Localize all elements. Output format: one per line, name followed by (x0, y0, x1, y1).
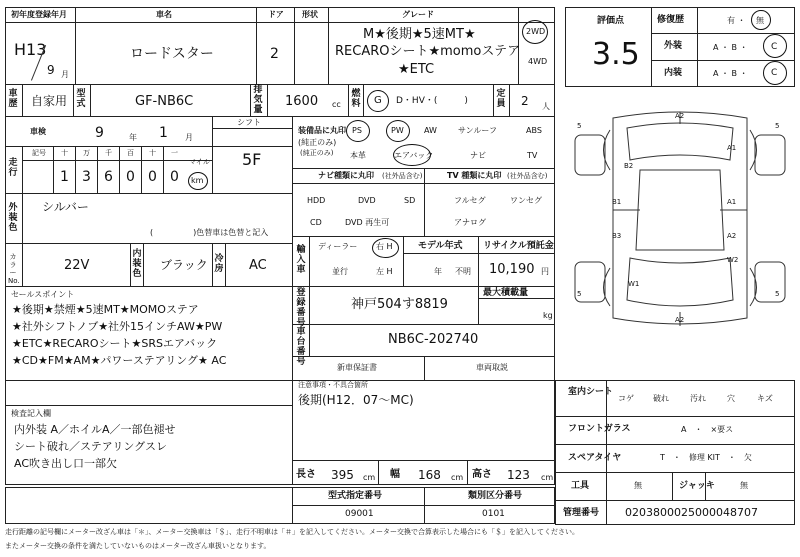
tire-tread-fl: 5 (577, 122, 582, 130)
mileage-cell-divider (75, 146, 76, 193)
rating-label: 評価点 (597, 16, 625, 26)
tv-fullseg: フルセグ (454, 196, 486, 205)
tire-tread-rr: 5 (775, 290, 780, 298)
equip-ps: PS (352, 126, 362, 135)
notes-value: 後期(H12．07～MC) (298, 393, 414, 407)
drive-2wd: 2WD (526, 27, 546, 36)
model-label: 型式 (76, 89, 86, 109)
diagram-label-a1-top: A1 (727, 144, 737, 152)
navi-dvd-play: DVD 再生可 (345, 218, 390, 227)
type-designation-value: 09001 (345, 509, 374, 519)
jack-value: 無 (740, 481, 748, 490)
tire-tread-rl: 5 (577, 290, 582, 298)
mileage-digit: 6 (104, 169, 113, 185)
seat-hole: 穴 (727, 394, 735, 403)
sales-point-3: ★ETC★RECAROシート★SRSエアバック (12, 337, 218, 350)
mileage-cell-divider (163, 146, 164, 193)
fuel-g: G (374, 95, 382, 106)
fuel-label: 燃料 (351, 89, 361, 109)
diagram-label-a2: A2 (727, 232, 737, 240)
seat-burn: コゲ (618, 394, 634, 403)
month-unit: 月 (61, 70, 69, 79)
fuel-others: D・HV・( ) (396, 96, 468, 106)
color-label: 外装色 (8, 203, 18, 233)
tv-sub: (社外品含む) (507, 172, 548, 180)
doors: 2 (270, 46, 279, 62)
mileage-digit: 0 (170, 169, 179, 185)
mileage-digit: 1 (60, 169, 69, 185)
windshield-value: A ・ ×要ス (681, 425, 734, 434)
width-unit: cm (451, 473, 464, 482)
sales-points-label: セールスポイント (11, 290, 75, 299)
navi-dvd: DVD (358, 196, 376, 205)
mileage-unit-label: 十 (149, 149, 156, 157)
repair-none: 無 (756, 16, 764, 25)
rating-score: 3.5 (592, 37, 640, 72)
vehicle-manual: 車両取説 (476, 363, 508, 372)
mile-label: マイル (189, 158, 210, 166)
width-value: 168 (418, 468, 441, 482)
exterior-value: A ・ B ・ (713, 43, 748, 52)
sales-point-2: ★社外シフトノブ★社外15インチAW★PW (12, 320, 223, 333)
diagram-label-b2: B2 (624, 162, 634, 170)
seat-tear: 破れ (653, 394, 669, 403)
class-number-label: 類別区分番号 (468, 491, 523, 501)
seat-stain: 汚れ (690, 394, 706, 403)
color-note: ( )色替車は色替と記入 (150, 228, 269, 237)
interior-value: A ・ B ・ (713, 69, 748, 78)
mileage-digit: 0 (148, 169, 157, 185)
windshield-label: フロントガラス (568, 424, 631, 434)
tire-tread-fr: 5 (775, 122, 780, 130)
exterior-c: C (771, 42, 778, 52)
notes-label: 注意事項・不具合箇所 (298, 381, 368, 389)
equipment-sub: (純正のみ) (298, 138, 337, 147)
equip-pw: PW (391, 126, 404, 135)
km-label: km (191, 176, 204, 185)
shaken-month: 1 (159, 125, 168, 141)
first-reg-label: 初年度登録年月 (11, 10, 67, 19)
cc-unit: cc (332, 100, 341, 109)
shape-label: 形状 (302, 10, 318, 19)
grade-line2: RECAROシート★momoステア (335, 44, 521, 59)
shift-label: シフト (237, 118, 261, 127)
model-year-unknown: 不明 (455, 267, 471, 276)
diagram-label-w2: W2 (727, 256, 739, 264)
shaken-year: 9 (95, 125, 104, 141)
car-name-label: 車名 (156, 10, 172, 19)
equip-abs: ABS (526, 126, 542, 135)
seat-scratch: キズ (757, 394, 773, 403)
spare-tire-label: スペアタイヤ (568, 453, 622, 463)
recycle-label: リサイクル預託金 (483, 241, 554, 251)
chassis-label: 車台番号 (296, 327, 306, 367)
grade-label: グレード (402, 10, 434, 19)
class-number-value: 0101 (482, 509, 505, 519)
equipment-label: 装備品に丸印 (298, 126, 346, 135)
model-year-label: モデル年式 (418, 241, 463, 251)
navi-sd: SD (404, 196, 416, 205)
repair-label: 修復歴 (657, 15, 685, 25)
car-type: 自家用 (31, 94, 68, 108)
diagram-label-a2-top: A2 (675, 112, 685, 120)
mileage-label: 走行 (8, 158, 18, 178)
mileage-unit-label: 千 (105, 149, 112, 157)
capacity: 2 (521, 94, 529, 108)
length-label: 長さ (296, 469, 316, 480)
ac-label: 冷房 (214, 254, 224, 274)
footer-note-1: 走行距離の記号欄にメーター改ざん車は「＊」、メーター交換車は「＄」、走行不明車は「＃」を記入してください。メーター交換で合算表示した場合にも「＄」を記入してください。 (5, 528, 579, 536)
model-code: GF-NB6C (135, 94, 194, 109)
mileage-digit: 3 (82, 169, 91, 185)
diagram-label-a2-bottom: A2 (675, 316, 685, 324)
mileage-kigou: 記号 (32, 149, 46, 157)
footer-note-2: またメーター交換の条件を満たしていないものはメーター改ざん車扱いとなります。 (5, 542, 271, 550)
max-load-unit: kg (543, 311, 553, 320)
registration-label: 登録番号 (296, 288, 306, 328)
equip-leather: 本革 (350, 151, 366, 160)
exterior-label: 外装 (664, 41, 683, 51)
equip-aw: AW (424, 126, 437, 135)
mileage-cell-divider (141, 146, 142, 193)
jack-label: ジャッキ (679, 481, 715, 491)
door-label: ドア (268, 10, 284, 19)
equipment-sub2: (純正のみ) (300, 149, 334, 157)
capacity-label: 定員 (496, 89, 506, 109)
sales-point-4: ★CD★FM★AM★パワーステアリング★ AC (12, 354, 227, 367)
first-reg-month: 9 (47, 63, 55, 77)
recycle-unit: 円 (541, 267, 549, 276)
interior-label: 内装 (664, 68, 683, 78)
navi-label: ナビ種類に丸印 (318, 171, 374, 180)
mileage-cell-divider (53, 146, 54, 193)
inspection-line-1: 内外装 A／ホイルA／一部色褪せ (14, 423, 176, 436)
person-unit: 人 (542, 102, 550, 111)
diagram-label-b1: B1 (612, 198, 622, 206)
interior-color-label: 内装色 (132, 249, 142, 279)
interior-seat-label: 室内シート (568, 387, 614, 397)
color-value: シルバー (42, 200, 89, 214)
color-no-label: カラーNo. (8, 253, 20, 285)
grade-line3: ★ETC (398, 62, 435, 77)
diagram-label-b3: B3 (612, 232, 622, 240)
mileage-digit: 0 (126, 169, 135, 185)
car-name: ロードスター (130, 46, 214, 62)
navi-hdd: HDD (307, 196, 326, 205)
equip-airbag: エアバック (394, 151, 434, 160)
height-value: 123 (507, 468, 530, 482)
mileage-unit-label: 十 (61, 149, 68, 157)
mileage-cell-divider (97, 146, 98, 193)
recycle-value: 10,190 (489, 262, 535, 277)
import-right-h: 右 H (376, 242, 393, 251)
chassis-number: NB6C-202740 (388, 332, 479, 347)
type-designation-label: 型式指定番号 (328, 491, 383, 501)
diagram-label-w1: W1 (628, 280, 640, 288)
equip-sunroof: サンルーフ (458, 126, 497, 135)
mileage-unit-label: 万 (83, 149, 90, 157)
width-label: 幅 (390, 469, 400, 480)
displacement: 1600 (285, 94, 319, 109)
length-unit: cm (363, 473, 376, 482)
import-parallel: 並行 (332, 267, 348, 276)
mileage-unit-label: 一 (171, 149, 178, 157)
import-label: 輸入車 (296, 245, 306, 275)
tools-label: 工具 (571, 481, 590, 491)
inspection-line-2: シート破れ／ステアリングスレ (14, 440, 168, 453)
tv-label: TV 種類に丸印 (447, 171, 502, 180)
inspection-label: 検査記入欄 (11, 409, 51, 418)
mileage-cell-divider (119, 146, 120, 193)
management-label: 管理番号 (563, 508, 600, 518)
length-value: 395 (331, 468, 354, 482)
shift-value: 5F (242, 150, 262, 169)
repair-value: 有 ・ (727, 16, 746, 25)
inspection-line-3: AC吹き出し口一部欠 (14, 457, 118, 470)
displacement-label: 排気量 (253, 85, 263, 115)
tv-oneseg: ワンセグ (510, 196, 542, 205)
tv-analog: アナログ (454, 218, 486, 227)
color-no-value: 22V (64, 258, 90, 273)
interior-color: ブラック (160, 258, 208, 272)
management-number: 0203800025000048707 (625, 506, 758, 519)
ac-value: AC (249, 258, 267, 273)
shaken-year-unit: 年 (129, 133, 137, 142)
diagram-label-a1: A1 (727, 198, 737, 206)
left-form-frame (5, 7, 555, 485)
spare-tire-value: T ・ 修理 KIT ・ 欠 (660, 453, 752, 462)
grade-line1: M★後期★5速MT★ (363, 27, 476, 42)
shaken-month-unit: 月 (185, 133, 193, 142)
navi-cd: CD (310, 218, 322, 227)
equip-tv: TV (527, 151, 538, 160)
first-reg-year: H13 (14, 40, 47, 59)
height-unit: cm (541, 473, 554, 482)
tools-value: 無 (634, 481, 642, 490)
import-left-h: 左 H (376, 267, 393, 276)
max-load-label: 最大積載量 (483, 288, 529, 298)
model-year-unit: 年 (434, 267, 442, 276)
registration-number: 神戸504す8819 (351, 297, 448, 312)
type-label: 車歴 (8, 89, 18, 109)
mileage-unit-label: 百 (127, 149, 134, 157)
height-label: 高さ (472, 469, 492, 480)
new-car-warranty: 新車保証書 (337, 363, 377, 372)
equip-navi: ナビ (470, 151, 486, 160)
shaken-label: 車検 (30, 127, 46, 136)
import-dealer: ディーラー (318, 242, 358, 251)
interior-c: C (771, 68, 778, 78)
drive-4wd: 4WD (528, 57, 548, 66)
navi-sub: (社外品含む) (382, 172, 423, 180)
sales-point-1: ★後期★禁煙★5速MT★MOMOステア (12, 303, 199, 316)
